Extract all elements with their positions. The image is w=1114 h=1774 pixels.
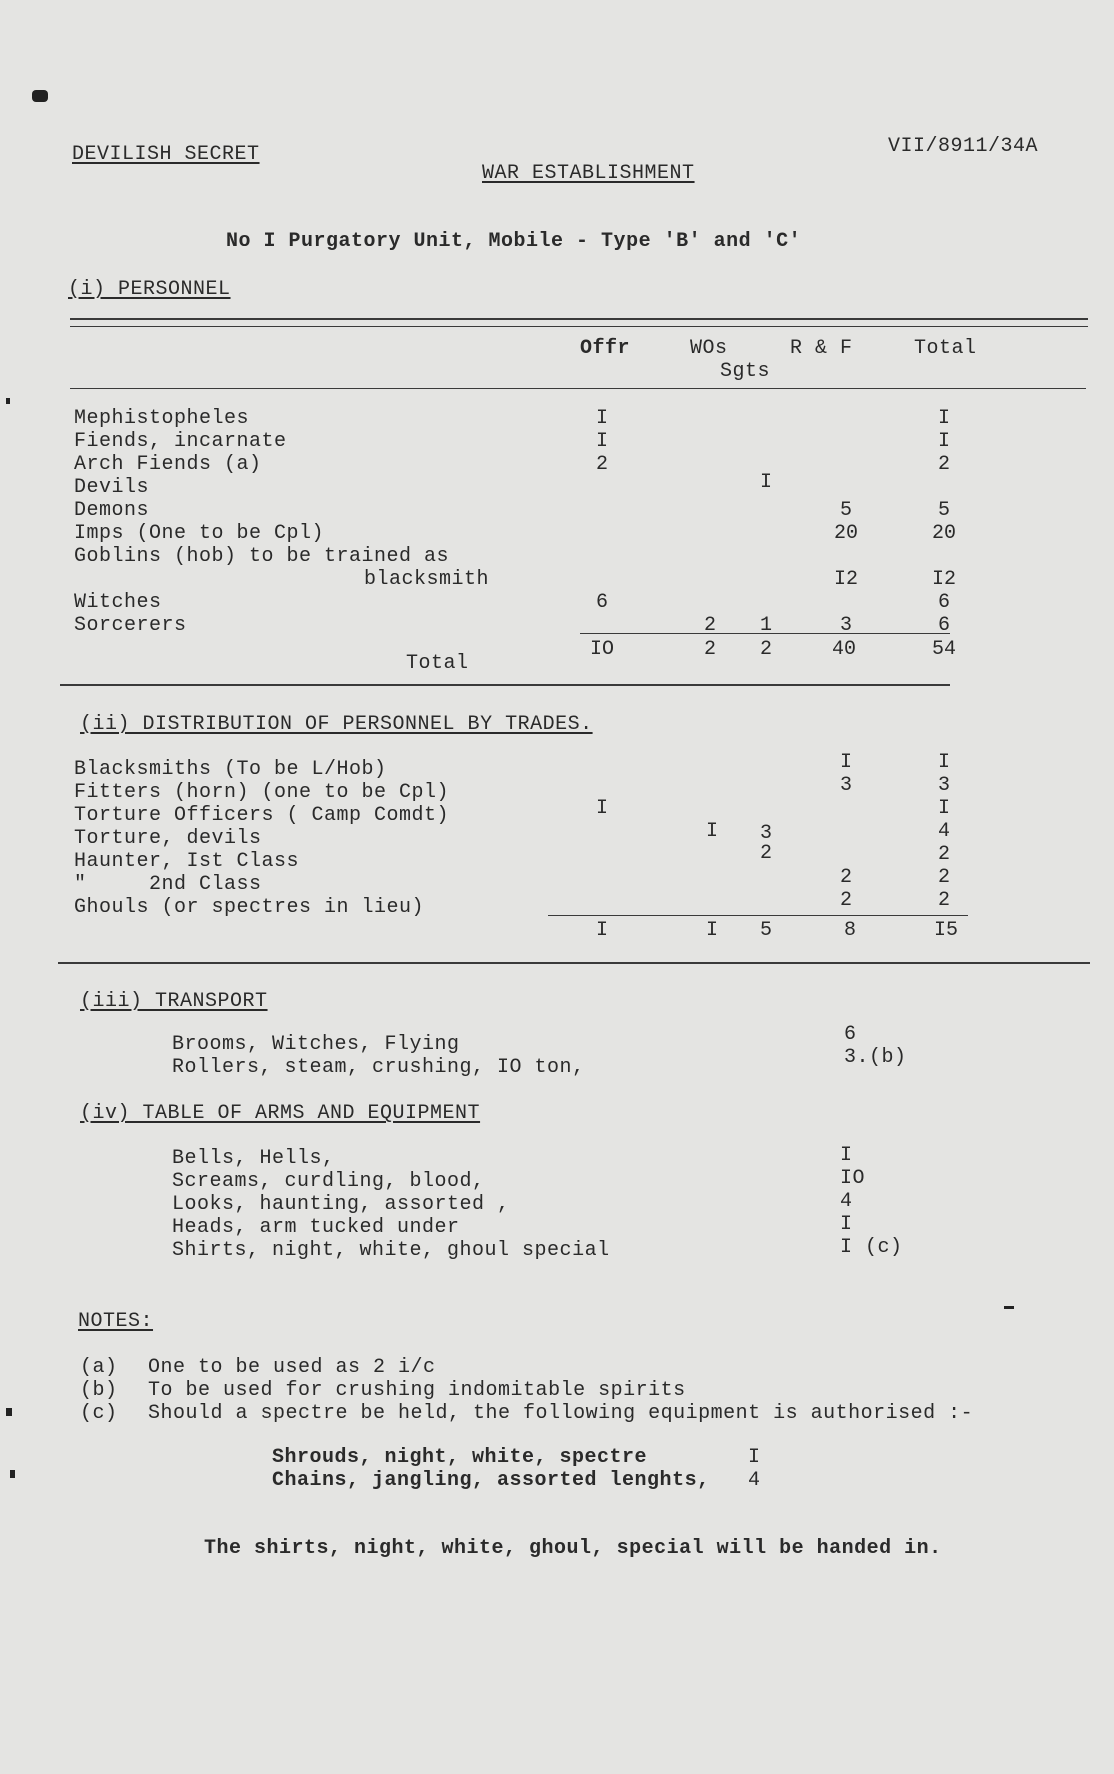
- trades-cell-rf: 2: [839, 889, 852, 912]
- trades-row-label: " 2nd Class: [74, 873, 262, 896]
- transport-item-qty: 3.(b): [844, 1046, 907, 1069]
- trades-cell-sgts: 2: [759, 842, 772, 865]
- personnel-total-rf: 40: [831, 638, 856, 661]
- note-text: One to be used as 2 i/c: [148, 1356, 436, 1379]
- personnel-cell-total: 6: [937, 591, 950, 614]
- column-header-rf: R & F: [790, 337, 853, 360]
- personnel-row-label: Devils: [74, 476, 150, 499]
- note-key: (a): [80, 1356, 118, 1379]
- trades-row-label: Torture Officers ( Camp Comdt): [74, 804, 450, 827]
- notes-heading: NOTES:: [78, 1310, 154, 1333]
- subtotal-rule: [580, 633, 950, 634]
- trades-total-sgts: 5: [759, 919, 772, 942]
- trades-cell-total: 4: [937, 820, 950, 843]
- trades-cell-offr: I: [595, 797, 608, 820]
- closing-remark: The shirts, night, white, ghoul, special will be handed in.: [204, 1537, 942, 1560]
- trades-heading: (ii) DISTRIBUTION OF PERSONNEL BY TRADES.: [80, 713, 593, 736]
- personnel-total-wos: 2: [703, 638, 716, 661]
- personnel-cell-total: I: [937, 430, 950, 453]
- trades-cell-total: I: [937, 751, 950, 774]
- personnel-row-label: blacksmith: [364, 568, 490, 591]
- arms-item-qty: IO: [840, 1167, 866, 1190]
- trades-total-wos: I: [705, 919, 718, 942]
- note-extra-label: Chains, jangling, assorted lenghts,: [272, 1469, 710, 1492]
- arms-item-label: Heads, arm tucked under: [172, 1216, 460, 1239]
- personnel-cell-rf: 3: [839, 614, 852, 637]
- scan-speck: [10, 1470, 15, 1478]
- personnel-heading: (i) PERSONNEL: [68, 278, 231, 301]
- trades-total-offr: I: [595, 919, 608, 942]
- arms-item-label: Shirts, night, white, ghoul special: [172, 1239, 610, 1262]
- personnel-cell-offr: 2: [595, 453, 608, 476]
- personnel-cell-rf: 20: [833, 522, 858, 545]
- scan-speck: [32, 90, 48, 102]
- transport-heading: (iii) TRANSPORT: [80, 990, 268, 1013]
- trades-cell-total: 2: [937, 866, 950, 889]
- personnel-cell-total: 2: [937, 453, 950, 476]
- personnel-cell-rf: I2: [833, 568, 858, 591]
- personnel-row-label: Imps (One to be Cpl): [74, 522, 325, 545]
- personnel-cell-wos: 2: [703, 614, 716, 637]
- note-text: Should a spectre be held, the following equipment is authorised :-: [148, 1402, 974, 1425]
- personnel-total-offr: IO: [589, 638, 614, 661]
- arms-item-qty: I: [840, 1144, 853, 1167]
- note-text: To be used for crushing indomitable spirits: [148, 1379, 686, 1402]
- arms-item-label: Looks, haunting, assorted ,: [172, 1193, 510, 1216]
- personnel-cell-total: 6: [937, 614, 950, 637]
- arms-item-label: Bells, Hells,: [172, 1147, 335, 1170]
- trades-row-label: Ghouls (or spectres in lieu): [74, 896, 425, 919]
- document-title: WAR ESTABLISHMENT: [482, 162, 695, 185]
- scan-speck: [6, 1408, 12, 1416]
- note-key: (c): [80, 1402, 118, 1425]
- trades-cell-rf: 3: [839, 774, 852, 797]
- personnel-total-total: 54: [931, 638, 956, 661]
- trades-row-label: Fitters (horn) (one to be Cpl): [74, 781, 450, 804]
- personnel-cell-offr: 6: [595, 591, 608, 614]
- trades-total-total: I5: [933, 919, 958, 942]
- personnel-cell-total: 20: [931, 522, 956, 545]
- personnel-cell-total: I2: [931, 568, 956, 591]
- trades-cell-rf: I: [839, 751, 852, 774]
- arms-item-qty: 4: [840, 1190, 853, 1213]
- trades-cell-wos: I: [705, 820, 718, 843]
- transport-item-label: Brooms, Witches, Flying: [172, 1033, 460, 1056]
- document-subtitle: No I Purgatory Unit, Mobile - Type 'B' and 'C': [226, 230, 802, 253]
- divider: [70, 326, 1088, 327]
- trades-row-label: Haunter, Ist Class: [74, 850, 300, 873]
- column-header-wos: WOs: [690, 337, 728, 360]
- personnel-cell-total: I: [937, 407, 950, 430]
- personnel-row-label: Arch Fiends (a): [74, 453, 262, 476]
- personnel-total-label: Total: [406, 652, 469, 675]
- scan-speck: [1004, 1306, 1014, 1309]
- trades-cell-rf: 2: [839, 866, 852, 889]
- note-key: (b): [80, 1379, 118, 1402]
- divider: [70, 388, 1086, 389]
- trades-cell-sgts: 3: [759, 822, 772, 845]
- divider: [70, 318, 1088, 320]
- divider: [60, 684, 950, 686]
- personnel-row-label: Mephistopheles: [74, 407, 250, 430]
- transport-item-label: Rollers, steam, crushing, IO ton,: [172, 1056, 585, 1079]
- personnel-row-label: Fiends, incarnate: [74, 430, 287, 453]
- trades-row-label: Blacksmiths (To be L/Hob): [74, 758, 387, 781]
- arms-heading: (iv) TABLE OF ARMS AND EQUIPMENT: [80, 1102, 481, 1125]
- personnel-row-label: Goblins (hob) to be trained as: [74, 545, 450, 568]
- classification-label: DEVILISH SECRET: [72, 143, 260, 166]
- arms-item-qty: I: [840, 1213, 853, 1236]
- note-extra-qty: I: [748, 1446, 761, 1469]
- personnel-row-label: Witches: [74, 591, 162, 614]
- trades-cell-total: 2: [937, 889, 950, 912]
- column-header-offr: Offr: [580, 337, 631, 360]
- personnel-row-label: Demons: [74, 499, 150, 522]
- personnel-row-label: Sorcerers: [74, 614, 187, 637]
- transport-item-qty: 6: [844, 1023, 857, 1046]
- trades-cell-total: 2: [937, 843, 950, 866]
- trades-cell-total: I: [937, 797, 950, 820]
- personnel-cell-rf: 5: [839, 499, 852, 522]
- note-extra-qty: 4: [748, 1469, 761, 1492]
- personnel-cell-sgts: I: [759, 471, 772, 494]
- trades-total-rf: 8: [843, 919, 856, 942]
- note-extra-label: Shrouds, night, white, spectre: [272, 1446, 648, 1469]
- personnel-cell-total: 5: [937, 499, 950, 522]
- arms-item-label: Screams, curdling, blood,: [172, 1170, 485, 1193]
- column-header-sgts: Sgts: [720, 360, 771, 383]
- arms-item-qty: I (c): [840, 1236, 903, 1259]
- trades-row-label: Torture, devils: [74, 827, 262, 850]
- subtotal-rule: [548, 915, 968, 916]
- scan-speck: [6, 398, 10, 404]
- divider: [58, 962, 1090, 964]
- trades-cell-total: 3: [937, 774, 950, 797]
- personnel-cell-offr: I: [595, 407, 608, 430]
- personnel-cell-sgts: 1: [759, 614, 772, 637]
- column-header-total: Total: [914, 337, 977, 360]
- reference-number: VII/8911/34A: [888, 135, 1039, 158]
- personnel-cell-offr: I: [595, 430, 608, 453]
- personnel-total-sgts: 2: [759, 638, 772, 661]
